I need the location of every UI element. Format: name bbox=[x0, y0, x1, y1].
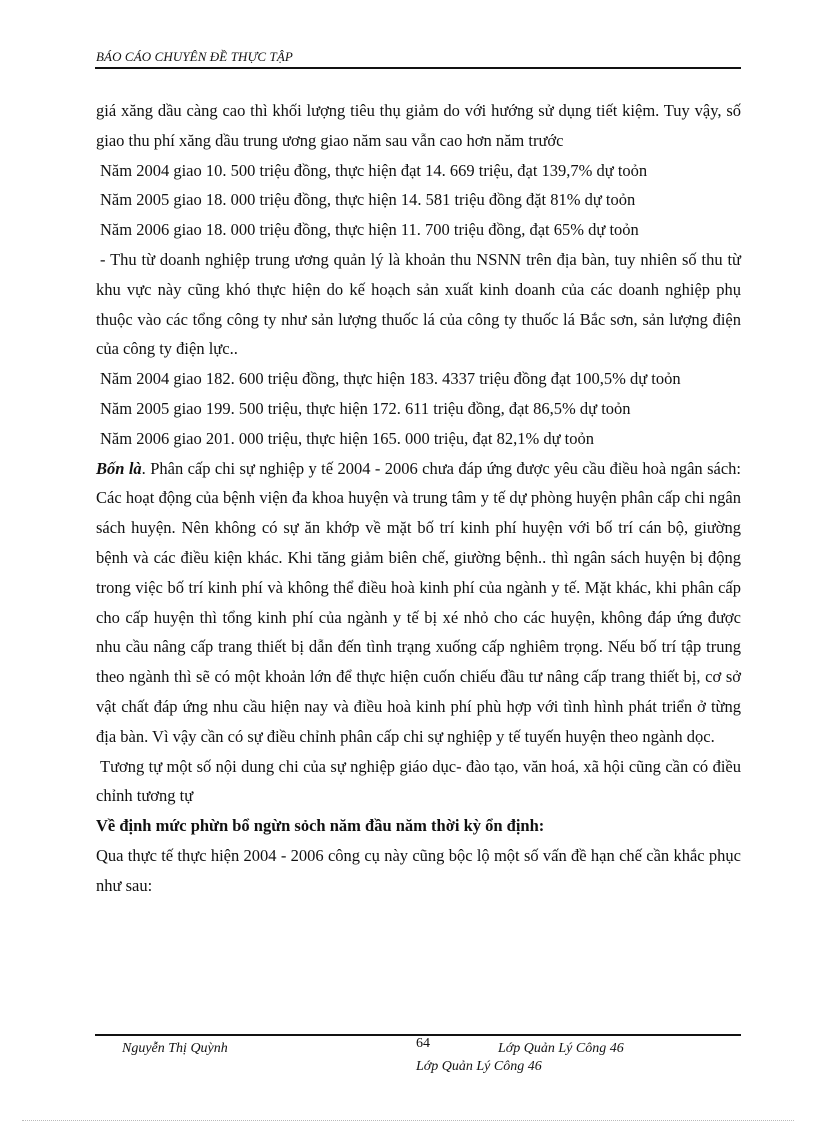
page-edge-divider bbox=[22, 1120, 794, 1121]
footer-author: Nguyễn Thị Quỳnh bbox=[122, 1041, 228, 1056]
paragraph-bon-la bbox=[96, 454, 741, 752]
line-fuel-2005: Năm 2005 giao 18. 000 triệu đồng, thực hiện 14. 581 triệu đồng đặt 81% dự toỏn bbox=[100, 190, 636, 210]
line-fuel-2004: Năm 2004 giao 10. 500 triệu đồng, thực hiện đạt 14. 669 triệu, đạt 139,7% dự toỏn bbox=[100, 160, 648, 180]
page-number: 64 bbox=[416, 1036, 430, 1051]
paragraph-fuel-fee: giá xăng dầu càng cao thì khối lượng tiêu thụ giảm do với hướng sử dụng tiết kiệm. Tuy vậy, số giao thu phí xăng dầu trung ương giao năm sau vẫn cao hơn năm trước bbox=[96, 101, 741, 150]
paragraph-central-enterprises: - Thu từ doanh nghiệp trung ương quản lý là khoản thu NSNN trên địa bàn, tuy nhiên số thu từ khu vực này cũng khó thực hiện do kế hoạch sản xuất kinh doanh của các doanh nghiệp phụ thuộc vào các tổng công ty như sản lượng thuốc lá của công ty thuốc lá Bắc sơn, sản lượng điện của công ty điện lực.. bbox=[96, 249, 741, 359]
paragraph-closing: Qua thực tế thực hiện 2004 - 2006 công cụ này cũng bộc lộ một số vấn đề hạn chế cần khắc phục như sau: bbox=[96, 845, 741, 895]
line-enterprise-2004: Năm 2004 giao 182. 600 triệu đồng, thực hiện 183. 4337 triệu đồng đạt 100,5% dự toỏn bbox=[100, 369, 681, 389]
document-body bbox=[96, 96, 741, 901]
section-heading: Về định mức phừn bổ ngừn sỏch năm đầu năm thời kỳ ổn định: bbox=[96, 816, 545, 836]
report-header-title: BÁO CÁO CHUYÊN ĐỀ THỰC TẬP bbox=[96, 49, 293, 64]
footer-class-label: Lớp Quản Lý Công 46 bbox=[498, 1041, 624, 1056]
bon-la-text: . Phân cấp chi sự nghiệp y tế 2004 - 2006 chưa đáp ứng được yêu cầu điều hoà ngân sách: Các hoạt động của bệnh viện đa khoa huyện và trung tâm y tế dự phòng huyện phân cấp chi ngân sách huyện. Nên không có sự ăn khớp về mặt bố trí kinh phí huyện với bố trí cán bộ, giường bệnh và các điều kiện khác. Khi tăng giảm biên chế, giường bệnh.. thì ngân sách huyện bị động trong việc bố trí kinh phí và không thể điều hoà kinh phí của ngành y tế. Mặt khác, khi phân cấp cho cấp huyện thì tổng kinh phí của ngành y tế bị xé nhỏ cho các huyện, không đáp ứng được nhu cầu nâng cấp trang thiết bị dẫn đến tình trạng xuống cấp nghiêm trọng. Nếu bố trí tập trung theo ngành thì sẽ có một khoản lớn để thực hiện cuốn chiếu đầu tư nâng cấp trang thiết bị, cơ sở vật chất đáp ứng nhu cầu hiện nay và điều hoà kinh phí phù hợp với tình hình phát triển ở từng địa bàn. Vì vậy cần có sự điều chỉnh phân cấp chi sự nghiệp y tế tuyến huyện theo ngành dọc. bbox=[96, 458, 741, 746]
line-enterprise-2006: Năm 2006 giao 201. 000 triệu, thực hiện 165. 000 triệu, đạt 82,1% dự toỏn bbox=[100, 428, 595, 448]
line-fuel-2006: Năm 2006 giao 18. 000 triệu đồng, thực hiện 11. 700 triệu đồng, đạt 65% dự toỏn bbox=[100, 220, 639, 240]
bon-la-lead: Bốn là bbox=[96, 458, 142, 478]
line-enterprise-2005: Năm 2005 giao 199. 500 triệu, thực hiện 172. 611 triệu đồng, đạt 86,5% dự toỏn bbox=[100, 398, 631, 418]
header-divider bbox=[95, 67, 741, 69]
footer-class-label-repeat: Lớp Quản Lý Công 46 bbox=[416, 1059, 542, 1074]
paragraph-tuong-tu: Tương tự một số nội dung chi của sự nghiệp giáo dục- đào tạo, văn hoá, xã hội cũng cần có điều chỉnh tương tự bbox=[96, 756, 741, 806]
